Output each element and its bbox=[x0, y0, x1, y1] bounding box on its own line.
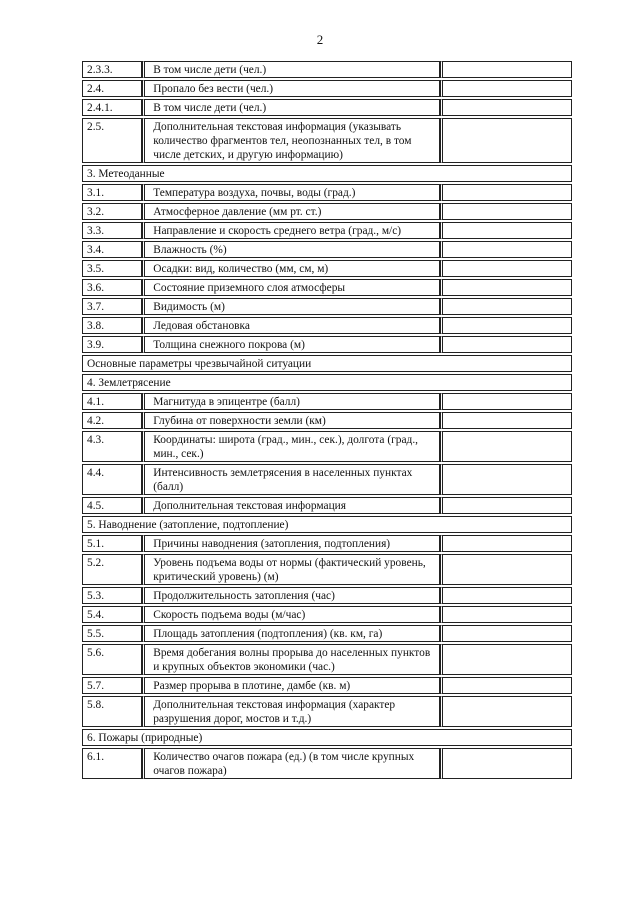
item-number: 3.9. bbox=[82, 336, 142, 353]
item-number: 3.4. bbox=[82, 241, 142, 258]
item-label: Пропало без вести (чел.) bbox=[142, 80, 440, 97]
table-row bbox=[82, 748, 572, 779]
table-row bbox=[82, 317, 572, 334]
item-label: Количество очагов пожара (ед.) (в том числе крупных очагов пожара) bbox=[142, 748, 440, 779]
item-label: Видимость (м) bbox=[142, 298, 440, 315]
table-row bbox=[82, 431, 572, 462]
item-label: Дополнительная текстовая информация (характер разрушения дорог, мостов и т.д.) bbox=[142, 696, 440, 727]
item-number: 3.3. bbox=[82, 222, 142, 239]
value-cell[interactable] bbox=[440, 497, 572, 514]
value-cell[interactable] bbox=[440, 279, 572, 296]
table-row bbox=[82, 412, 572, 429]
value-cell[interactable] bbox=[440, 222, 572, 239]
item-label: Температура воздуха, почвы, воды (град.) bbox=[142, 184, 440, 201]
value-cell[interactable] bbox=[440, 625, 572, 642]
item-number: 3.6. bbox=[82, 279, 142, 296]
item-number: 3.1. bbox=[82, 184, 142, 201]
table-row bbox=[82, 644, 572, 675]
item-number: 2.5. bbox=[82, 118, 142, 163]
item-label: Магнитуда в эпицентре (балл) bbox=[142, 393, 440, 410]
item-number: 5.1. bbox=[82, 535, 142, 552]
table-row bbox=[82, 677, 572, 694]
table-row bbox=[82, 80, 572, 97]
item-label: Ледовая обстановка bbox=[142, 317, 440, 334]
item-number: 5.6. bbox=[82, 644, 142, 675]
item-number: 4.5. bbox=[82, 497, 142, 514]
item-number: 5.7. bbox=[82, 677, 142, 694]
section-heading-row bbox=[82, 729, 572, 746]
value-cell[interactable] bbox=[440, 393, 572, 410]
value-cell[interactable] bbox=[440, 298, 572, 315]
item-number: 5.8. bbox=[82, 696, 142, 727]
item-label: Состояние приземного слоя атмосферы bbox=[142, 279, 440, 296]
value-cell[interactable] bbox=[440, 644, 572, 675]
value-cell[interactable] bbox=[440, 431, 572, 462]
value-cell[interactable] bbox=[440, 260, 572, 277]
section-heading-row bbox=[82, 374, 572, 391]
table-row bbox=[82, 279, 572, 296]
table-row bbox=[82, 535, 572, 552]
item-label: Продолжительность затопления (час) bbox=[142, 587, 440, 604]
report-form-table bbox=[82, 59, 572, 781]
item-label: Координаты: широта (град., мин., сек.), долгота (град., мин., сек.) bbox=[142, 431, 440, 462]
item-number: 2.4. bbox=[82, 80, 142, 97]
table-row bbox=[82, 203, 572, 220]
item-label: В том числе дети (чел.) bbox=[142, 99, 440, 116]
table-row bbox=[82, 222, 572, 239]
value-cell[interactable] bbox=[440, 412, 572, 429]
item-number: 5.3. bbox=[82, 587, 142, 604]
item-number: 3.2. bbox=[82, 203, 142, 220]
value-cell[interactable] bbox=[440, 554, 572, 585]
item-number: 2.3.3. bbox=[82, 61, 142, 78]
table-row bbox=[82, 241, 572, 258]
item-label: Дополнительная текстовая информация (указывать количество фрагментов тел, неопознанных тел, в том числе детских, и другую информацию) bbox=[142, 118, 440, 163]
item-number: 5.2. bbox=[82, 554, 142, 585]
item-number: 4.4. bbox=[82, 464, 142, 495]
section-heading: 4. Землетрясение bbox=[82, 374, 572, 391]
value-cell[interactable] bbox=[440, 464, 572, 495]
table-row bbox=[82, 625, 572, 642]
table-row bbox=[82, 606, 572, 623]
table-row bbox=[82, 99, 572, 116]
item-label: Атмосферное давление (мм рт. ст.) bbox=[142, 203, 440, 220]
report-form-body bbox=[82, 61, 572, 779]
item-label: Размер прорыва в плотине, дамбе (кв. м) bbox=[142, 677, 440, 694]
item-number: 3.8. bbox=[82, 317, 142, 334]
table-row bbox=[82, 497, 572, 514]
value-cell[interactable] bbox=[440, 99, 572, 116]
section-heading: 3. Метеоданные bbox=[82, 165, 572, 182]
table-row bbox=[82, 587, 572, 604]
item-number: 5.5. bbox=[82, 625, 142, 642]
item-label: Площадь затопления (подтопления) (кв. км, га) bbox=[142, 625, 440, 642]
item-number: 2.4.1. bbox=[82, 99, 142, 116]
value-cell[interactable] bbox=[440, 184, 572, 201]
item-number: 4.1. bbox=[82, 393, 142, 410]
item-number: 4.3. bbox=[82, 431, 142, 462]
item-label: Направление и скорость среднего ветра (град., м/с) bbox=[142, 222, 440, 239]
section-heading: Основные параметры чрезвычайной ситуации bbox=[82, 355, 572, 372]
value-cell[interactable] bbox=[440, 317, 572, 334]
item-label: Время добегания волны прорыва до населенных пунктов и крупных объектов экономики (час.) bbox=[142, 644, 440, 675]
section-heading-row bbox=[82, 355, 572, 372]
value-cell[interactable] bbox=[440, 80, 572, 97]
value-cell[interactable] bbox=[440, 336, 572, 353]
item-label: Интенсивность землетрясения в населенных пунктах (балл) bbox=[142, 464, 440, 495]
table-row bbox=[82, 260, 572, 277]
item-label: Дополнительная текстовая информация bbox=[142, 497, 440, 514]
value-cell[interactable] bbox=[440, 118, 572, 163]
table-row bbox=[82, 61, 572, 78]
table-row bbox=[82, 336, 572, 353]
item-label: Глубина от поверхности земли (км) bbox=[142, 412, 440, 429]
value-cell[interactable] bbox=[440, 587, 572, 604]
value-cell[interactable] bbox=[440, 61, 572, 78]
section-heading: 6. Пожары (природные) bbox=[82, 729, 572, 746]
section-heading: 5. Наводнение (затопление, подтопление) bbox=[82, 516, 572, 533]
item-label: Толщина снежного покрова (м) bbox=[142, 336, 440, 353]
table-row bbox=[82, 298, 572, 315]
item-number: 3.5. bbox=[82, 260, 142, 277]
page-number: 2 bbox=[316, 32, 324, 47]
table-row bbox=[82, 554, 572, 585]
item-label: Влажность (%) bbox=[142, 241, 440, 258]
item-number: 4.2. bbox=[82, 412, 142, 429]
section-heading-row bbox=[82, 516, 572, 533]
table-row bbox=[82, 184, 572, 201]
item-number: 3.7. bbox=[82, 298, 142, 315]
value-cell[interactable] bbox=[440, 606, 572, 623]
table-row bbox=[82, 118, 572, 163]
value-cell[interactable] bbox=[440, 203, 572, 220]
value-cell[interactable] bbox=[440, 696, 572, 727]
section-heading-row bbox=[82, 165, 572, 182]
item-label: В том числе дети (чел.) bbox=[142, 61, 440, 78]
value-cell[interactable] bbox=[440, 241, 572, 258]
item-label: Скорость подъема воды (м/час) bbox=[142, 606, 440, 623]
table-row bbox=[82, 393, 572, 410]
value-cell[interactable] bbox=[440, 677, 572, 694]
item-label: Причины наводнения (затопления, подтопления) bbox=[142, 535, 440, 552]
table-row bbox=[82, 696, 572, 727]
value-cell[interactable] bbox=[440, 748, 572, 779]
item-label: Осадки: вид, количество (мм, см, м) bbox=[142, 260, 440, 277]
item-label: Уровень подъема воды от нормы (фактический уровень, критический уровень) (м) bbox=[142, 554, 440, 585]
item-number: 5.4. bbox=[82, 606, 142, 623]
item-number: 6.1. bbox=[82, 748, 142, 779]
value-cell[interactable] bbox=[440, 535, 572, 552]
table-row bbox=[82, 464, 572, 495]
